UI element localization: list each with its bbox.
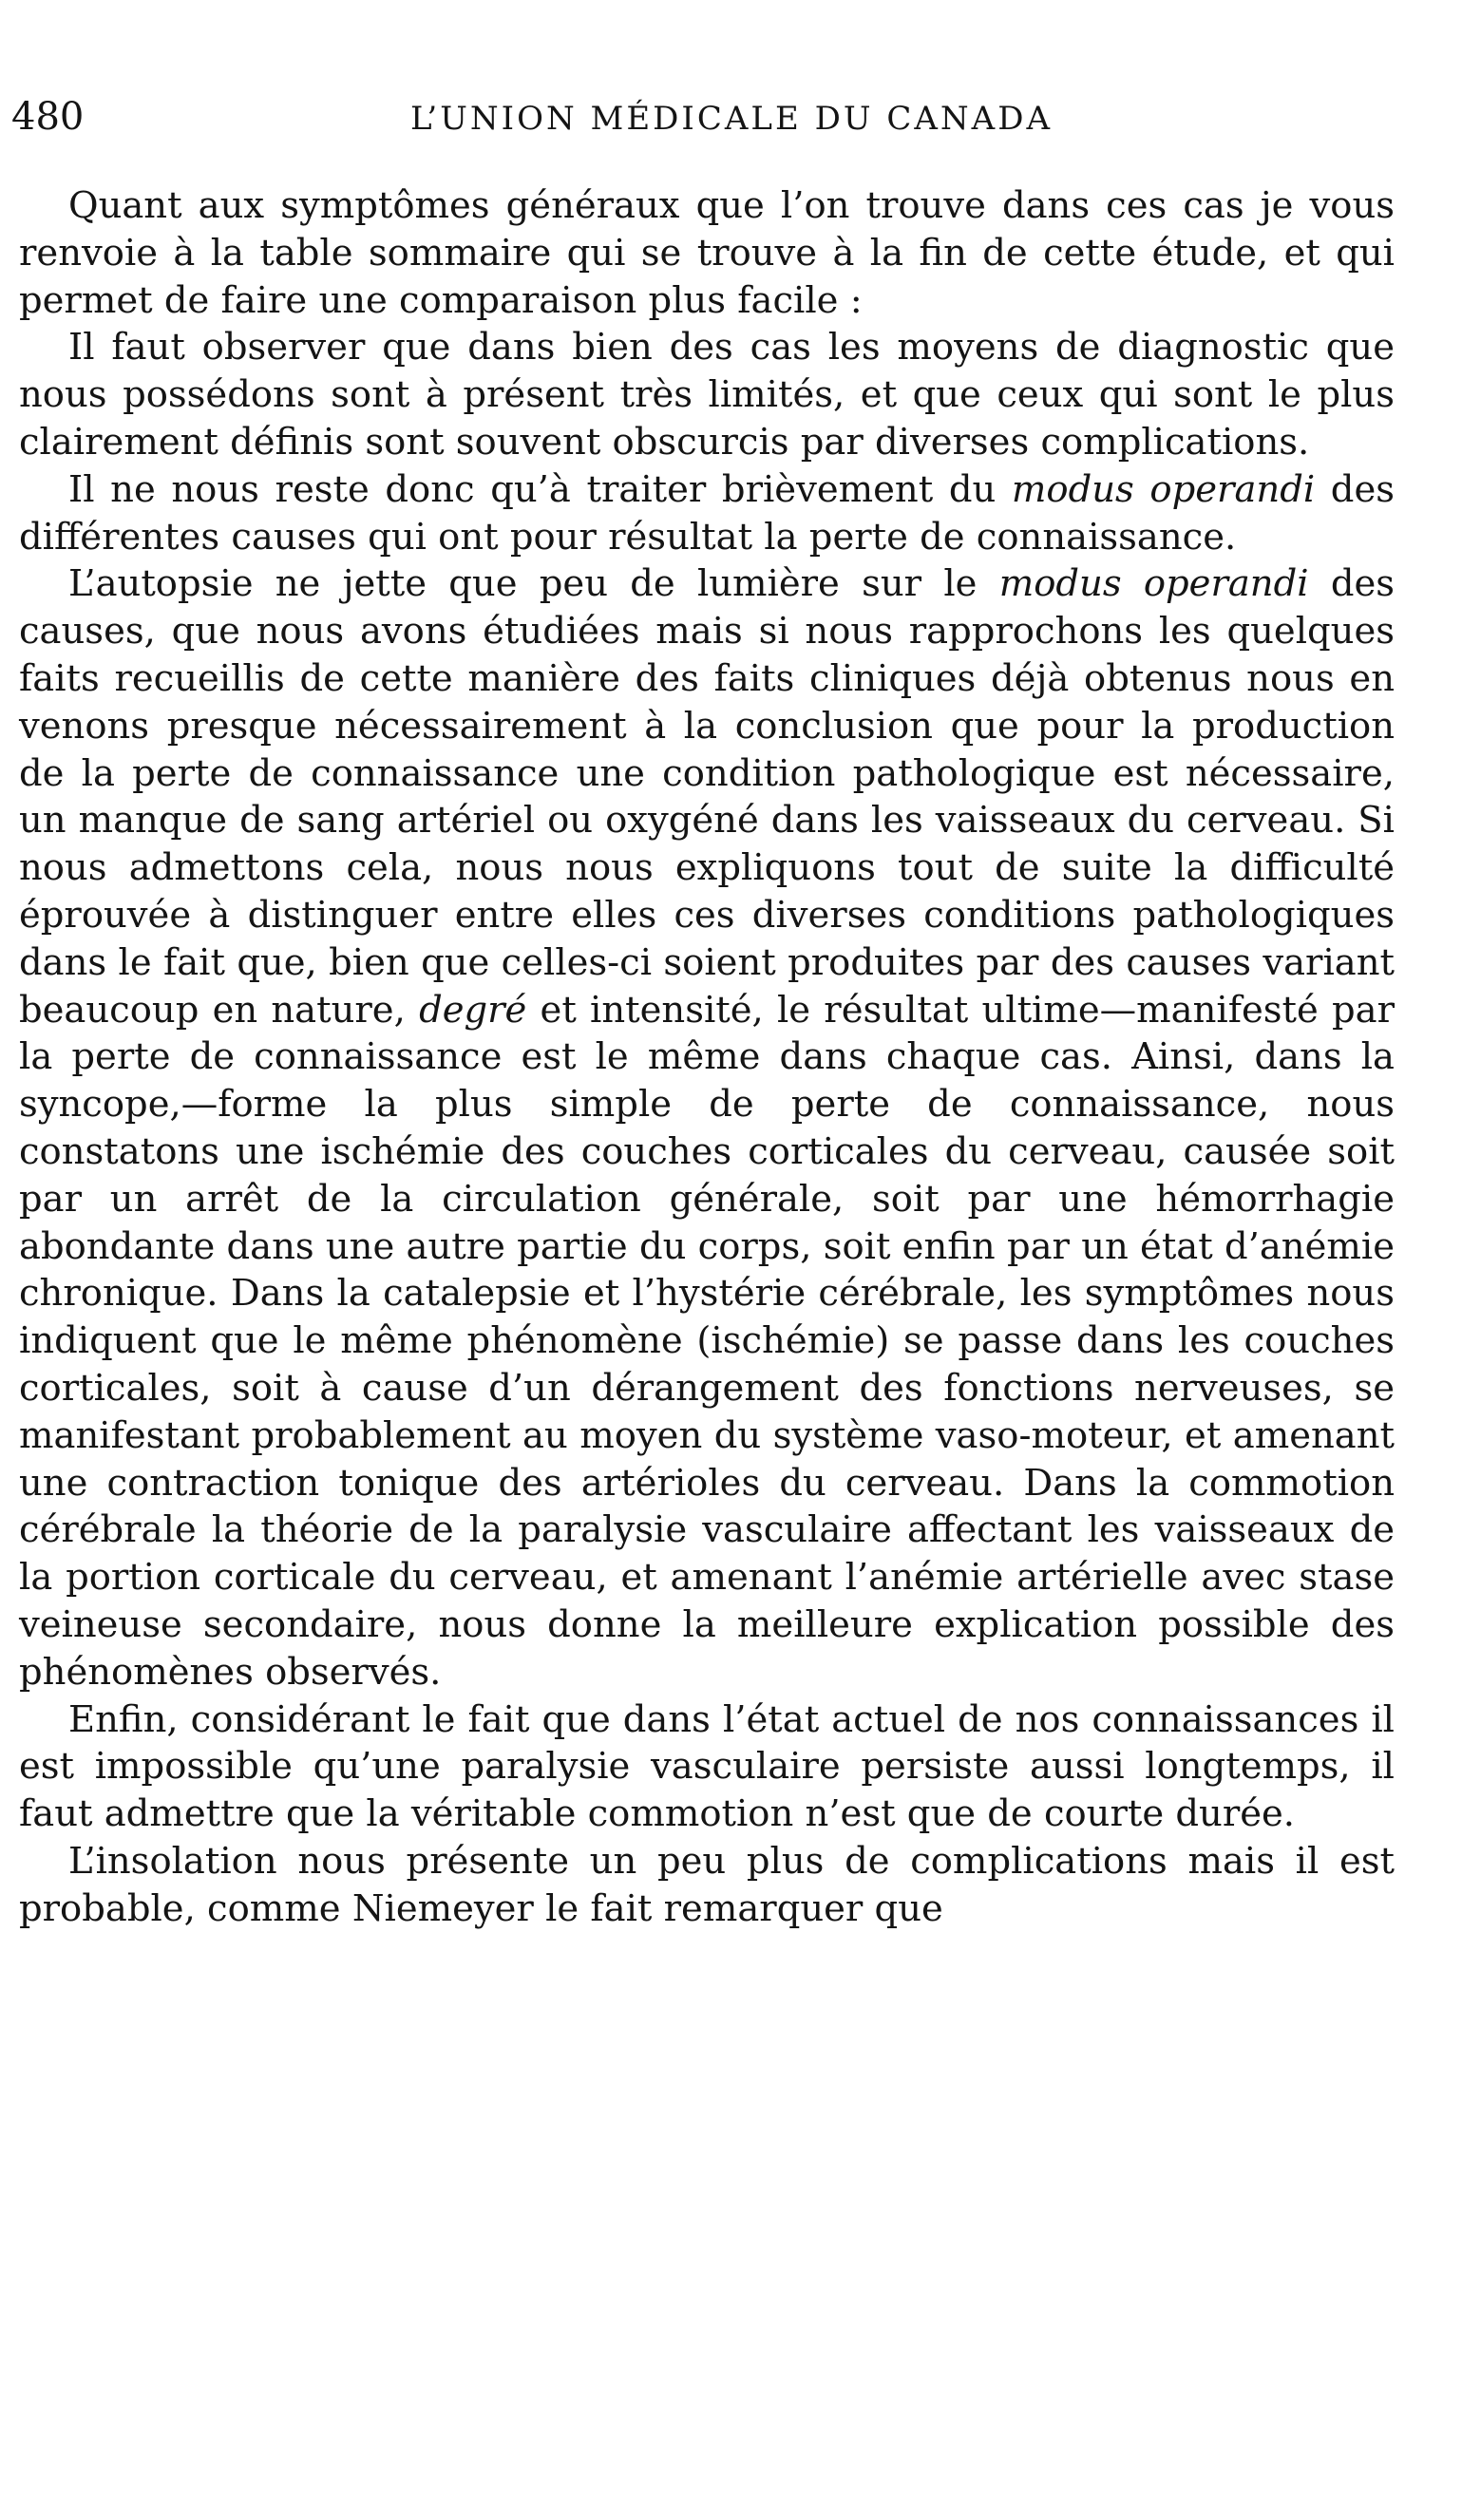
italic-term-degre: degré — [419, 988, 527, 1032]
paragraph-text: Il faut observer que dans bien des cas les moyens de diagnostic que nous possédons sont à présent très limités, et que ceux qui sont le plus clairement définis sont souvent obscurcis par diverses complications. — [19, 326, 1395, 464]
article-body — [19, 182, 1395, 1932]
paragraph-insolation — [19, 1838, 1395, 1933]
paragraph-text-middle: des causes, que nous avons étudiées mais si nous rapprochons les quelques faits recueillis de cette manière des faits cliniques déjà obtenus nous en venons presque nécessairement à la conclusion que pour la production de la perte de connaissance une condition pathologique est nécessaire, un manque de sang artériel ou oxygéné dans les vaisseaux du cerveau. Si nous admettons cela, nous nous expliquons tout de suite la difficulté éprouvée à distinguer entre elles ces diverses conditions pathologiques dans le fait que, bien que celles-ci soient produites par des causes variant beaucoup en nature, — [19, 562, 1396, 1032]
paragraph-autopsy — [19, 560, 1395, 1696]
paragraph-text-start: Il ne nous reste donc qu’à traiter brièvement du — [68, 467, 1012, 511]
paragraph-symptoms — [19, 182, 1395, 324]
italic-term: modus operandi — [1011, 467, 1316, 511]
page-number: 480 — [11, 95, 85, 139]
paragraph-text: Quant aux symptômes généraux que l’on trouve dans ces cas je vous renvoie à la table sommaire qui se trouve à la fin de cette étude, et qui permet de faire une comparaison plus facile : — [19, 184, 1395, 322]
italic-term: modus operandi — [998, 562, 1309, 606]
paragraph-enfin — [19, 1696, 1395, 1838]
paragraph-text-end: et intensité, le résultat ultime—manifesté par la perte de connaissance est le même dans chaque cas. Ainsi, dans la syncope,—forme la plus simple de perte de connaissance, nous constatons une ischémie des couches corticales du cerveau, causée soit par un arrêt de la circulation générale, soit par une hémorrhagie abondante dans une autre partie du corps, soit enfin par un état d’anémie chronique. Dans la catalepsie et l’hystérie cérébrale, les symptômes nous indiquent que le même phénomène (ischémie) se passe dans les couches corticales, soit à cause d’un dérangement des fonctions nerveuses, se manifestant probablement au moyen du système vaso-moteur, et amenant une contraction tonique des artérioles du cerveau. Dans la commotion cérébrale la théorie de la paralysie vasculaire affectant les vaisseaux de la portion corticale du cerveau, et amenant l’anémie artérielle avec stase veineuse secondaire, nous donne la meilleure explication possible des phénomènes observés. — [19, 988, 1395, 1694]
paragraph-text-start: L’autopsie ne jette que peu de lumière sur le — [68, 562, 999, 606]
paragraph-text-end: des différentes causes qui ont pour résultat la perte de connaissance. — [19, 467, 1395, 559]
paragraph-diagnostic — [19, 324, 1395, 465]
paragraph-text: Enfin, considérant le fait que dans l’état actuel de nos connaissances il est impossible qu’une paralysie vasculaire persiste aussi longtemps, il faut admettre que la véritable commotion n’est que de courte durée. — [19, 1697, 1395, 1836]
running-title: L’UNION MÉDICALE DU CANADA — [410, 100, 1054, 138]
paragraph-modus-operandi — [19, 466, 1395, 561]
paragraph-text: L’insolation nous présente un peu plus de complications mais il est probable, comme Niemeyer le fait remarquer que — [19, 1839, 1395, 1930]
page-header — [11, 95, 1443, 152]
